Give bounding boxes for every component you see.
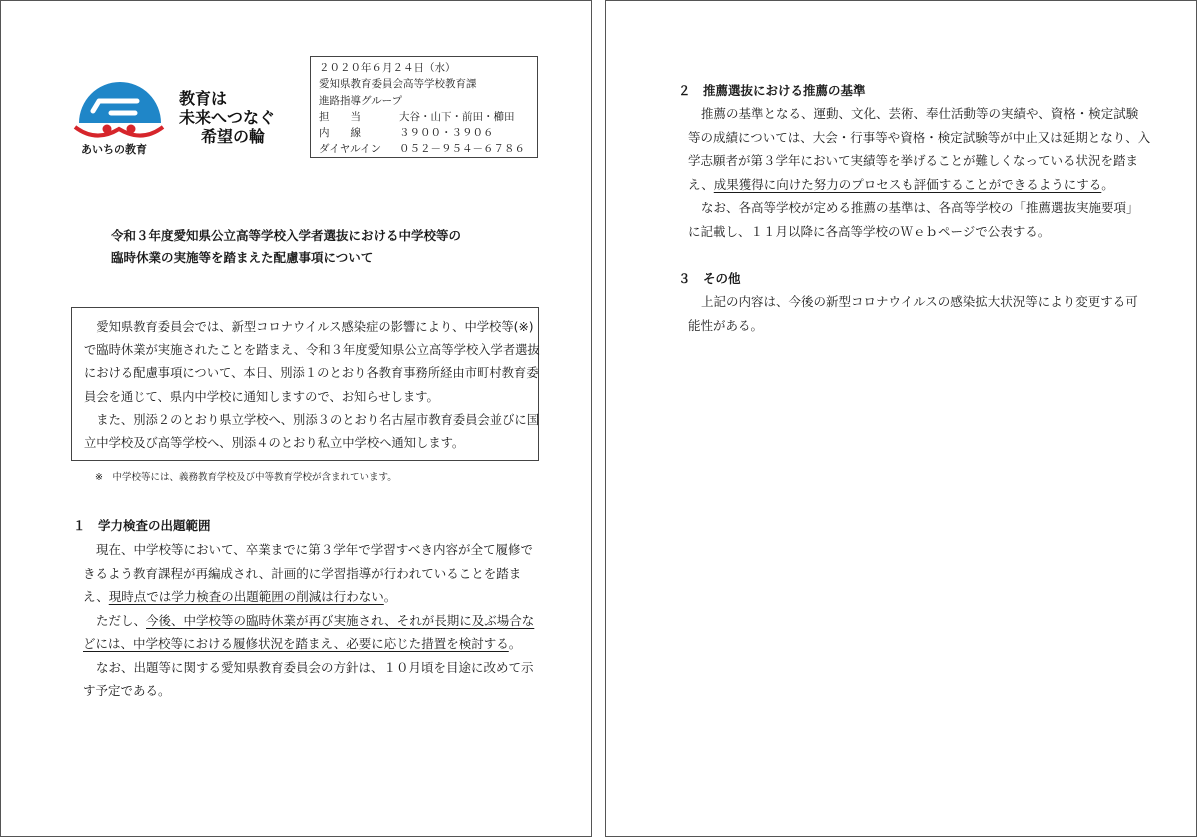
paragraph-line [83,632,534,656]
slogan-line: 教育は [179,89,228,108]
footnote: ※ 中学校等には、義務教育学校及び中等教育学校が含まれています。 [95,472,397,483]
text-span: 。 [1101,176,1114,192]
title-line: 臨時休業の実施等を踏まえた配慮事項について [111,250,374,265]
section-1-body [83,538,534,703]
contact-department: 愛知県教育委員会高等学校教育課 [319,78,477,91]
section-3-heading: ３ その他 [678,271,741,286]
paragraph-line: なお、出題等に関する愛知県教育委員会の方針は、１０月頃を目途に改めて示 [96,659,534,675]
notice-line: における配慮事項について、本日、別添１のとおり各教育事務所経由市町村教育委 [84,366,539,381]
text-span: 。 [508,636,522,651]
contact-label: ダイヤルイン [319,143,382,156]
section-1-heading: １ 学力検査の出題範囲 [73,518,211,533]
underlined-text: 今後、中学校等の臨時休業が再び実施され、それが長期に及ぶ場合な [146,612,535,628]
underlined-text: 成果獲得に向けた努力のプロセスも評価することができるようにする [713,176,1102,192]
paragraph-line [83,609,534,633]
slogan [179,89,275,146]
section-2-body [688,102,1150,243]
paragraph-line: す予定である。 [83,683,171,698]
contact-label: 担 当 [319,110,361,123]
contact-row [319,109,537,125]
title-line: 令和３年度愛知県公立高等学校入学者選抜における中学校等の [111,228,462,243]
paragraph-line: に記載し、１１月以降に各高等学校のＷｅｂページで公表する。 [688,223,1051,239]
underlined-text: 現時点では学力検査の出題範囲の削減は行わない [108,589,384,604]
contact-value: ３９００・３９０６ [399,127,494,140]
paragraph-line: なお、各高等学校が定める推薦の基準は、各高等学校の「推薦選抜実施要項」 [701,200,1139,215]
underlined-text: どには、中学校等における履修状況を踏まえ、必要に応じた措置を検討する [83,636,509,651]
contact-date: ２０２０年６月２４日（水） [319,62,456,74]
text-span: ただし、 [96,612,147,628]
paragraph-line: 等の成績については、大会・行事等や資格・検定試験等が中止又は延期となり、入 [688,129,1151,145]
notice-line: 愛知県教育委員会では、新型コロナウイルス感染症の影響により、中学校等(※) [84,320,534,334]
text-span: え、 [83,589,109,604]
notice-line: 立中学校及び高等学校へ、別添４のとおり私立中学校へ通知します。 [84,436,465,451]
contact-box [310,56,538,158]
document-page-2 [605,0,1197,837]
contact-value: ０５２－９５４－６７８６ [399,143,525,156]
contact-value: 大谷・山下・前田・櫛田 [399,110,515,123]
paragraph-line: きるよう教育課程が再編成され、計画的に学習指導が行われていることを踏ま [83,565,522,581]
contact-group: 進路指導グループ [319,94,403,107]
document-page-1 [0,0,592,837]
logo-caption: あいちの教育 [81,143,147,156]
paragraph-line: 学志願者が第３学年において実績等を挙げることが難しくなっている状況を踏ま [688,153,1139,168]
document-title [111,225,461,269]
paragraph-line: 能性がある。 [688,317,764,333]
section-3-body [688,290,1138,337]
contact-label: 内 線 [319,127,361,140]
slogan-line: 未来へつなぐ [179,108,276,127]
notice-box [71,307,539,461]
paragraph-line: 上記の内容は、今後の新型コロナウイルスの感染拡大状況等により変更する可 [701,294,1138,309]
paragraph-line: 現在、中学校等において、卒業までに第３学年で学習すべき内容が全て履修で [96,542,534,557]
notice-line: 員会を通じて、県内中学校に通知しますので、お知らせします。 [84,389,439,404]
paragraph-line: 推薦の基準となる、運動、文化、芸術、奉仕活動等の実績や、資格・検定試験 [701,106,1139,121]
notice-line: また、別添２のとおり県立学校へ、別添３のとおり名古屋市教育委員会並びに国 [84,412,539,427]
paragraph-line [83,585,534,609]
section-2-heading: ２ 推薦選抜における推薦の基準 [678,83,866,98]
contact-row [319,141,537,157]
contact-row [319,125,537,141]
text-span: え、 [688,176,714,192]
text-span: 。 [383,589,397,604]
notice-line: で臨時休業が実施されたことを踏まえ、令和３年度愛知県公立高等学校入学者選抜 [84,343,540,358]
slogan-line: 希望の輪 [201,127,266,146]
paragraph-line [688,173,1150,197]
